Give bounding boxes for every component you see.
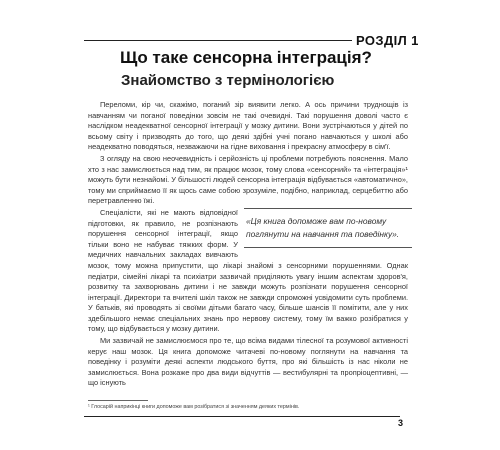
footnote-rule [88,400,148,401]
page-title: Що таке сенсорна інтеграція? [120,48,372,67]
footer-rule [84,416,400,417]
chapter-label: РОЗДІЛ 1 [356,33,419,48]
pull-quote: «Ця книга допоможе вам по-новому поглянути на навчання та поведінку». [244,208,412,248]
paragraph: Ми зазвичай не замислюємося про те, що всіма видами тілесної та розумової активності керує наш мозок. Ця книга допоможе читачеві по-новому поглянути на навчання та поведінку і розуміти деякі аспекти людського буття, про які більшість із нас ніколи не замислюється. Вона розкаже про два види відчуттів — вестибулярні та пропріоцептивні, — що існують [88,336,408,388]
footnote: ¹ Глосарій наприкінці книги допоможе вам розібратися зі значенням деяких термінів. [88,404,300,410]
paragraph: Переломи, кір чи, скажімо, поганий зір виявити легко. А ось причини труднощів із навчанням чи поганої поведінки зовсім не такі очевидні. Такі порушення доволі часто є наслідком неадекватної сенсорної інтеграції у мозку дитини. Вони зустрічаються у дітей по всьому світу і призводять до того, що деякі здібні учні погано навчаються у школі або неадекватно поводяться, незважаючи на гідне виховання і прекрасну атмосферу в сім'ї. [88,100,408,152]
page-number: 3 [398,418,404,428]
chapter-header-rule [84,40,352,41]
paragraph: З огляду на свою неочевидність і серйозність ці проблеми потребують пояснення. Мало хто з нас замислюється над тим, як працює мозок, тому слова «сенсорний» та «інтеграція»¹ можуть бути незнайомі. У більшості людей сенсорна інтеграція відбувається «автоматично», тому ми сприймаємо її як щось саме собою зрозуміле, подібно, наприклад, серцебиттю або перетравленню їжі. [88,153,408,206]
page-subtitle: Знайомство з термінологією [121,72,335,89]
paragraph: Спеціалісти, які не мають відповідної підготовки, як правило, не розпізнають порушення сенсорної інтеграції, якщо тільки воно не набуває тяжких форм. У медичних навчальних закладах вивчають мозок, тому можна припустити, що лікарі знайомі з сенсорними порушеннями. Однак педіатри, сімейні лікарі та психіатри зазвичай приділяють увагу іншим аспектам здоров'я, розвитку та захворювань дитини і не завжди можуть розпізнати порушення сенсорної інтеграції. Директори та вчителі шкіл також не завжди спроможні усвідомити суть проблеми. У батьків, які проводять зі своїми дітьми багато часу, більше шансів її помітити, але у них здебільшого немає спеціальних знань про нервову систему, тому їм важко розібратися у тому, що відбувається у мозку дитини. [88,207,408,334]
